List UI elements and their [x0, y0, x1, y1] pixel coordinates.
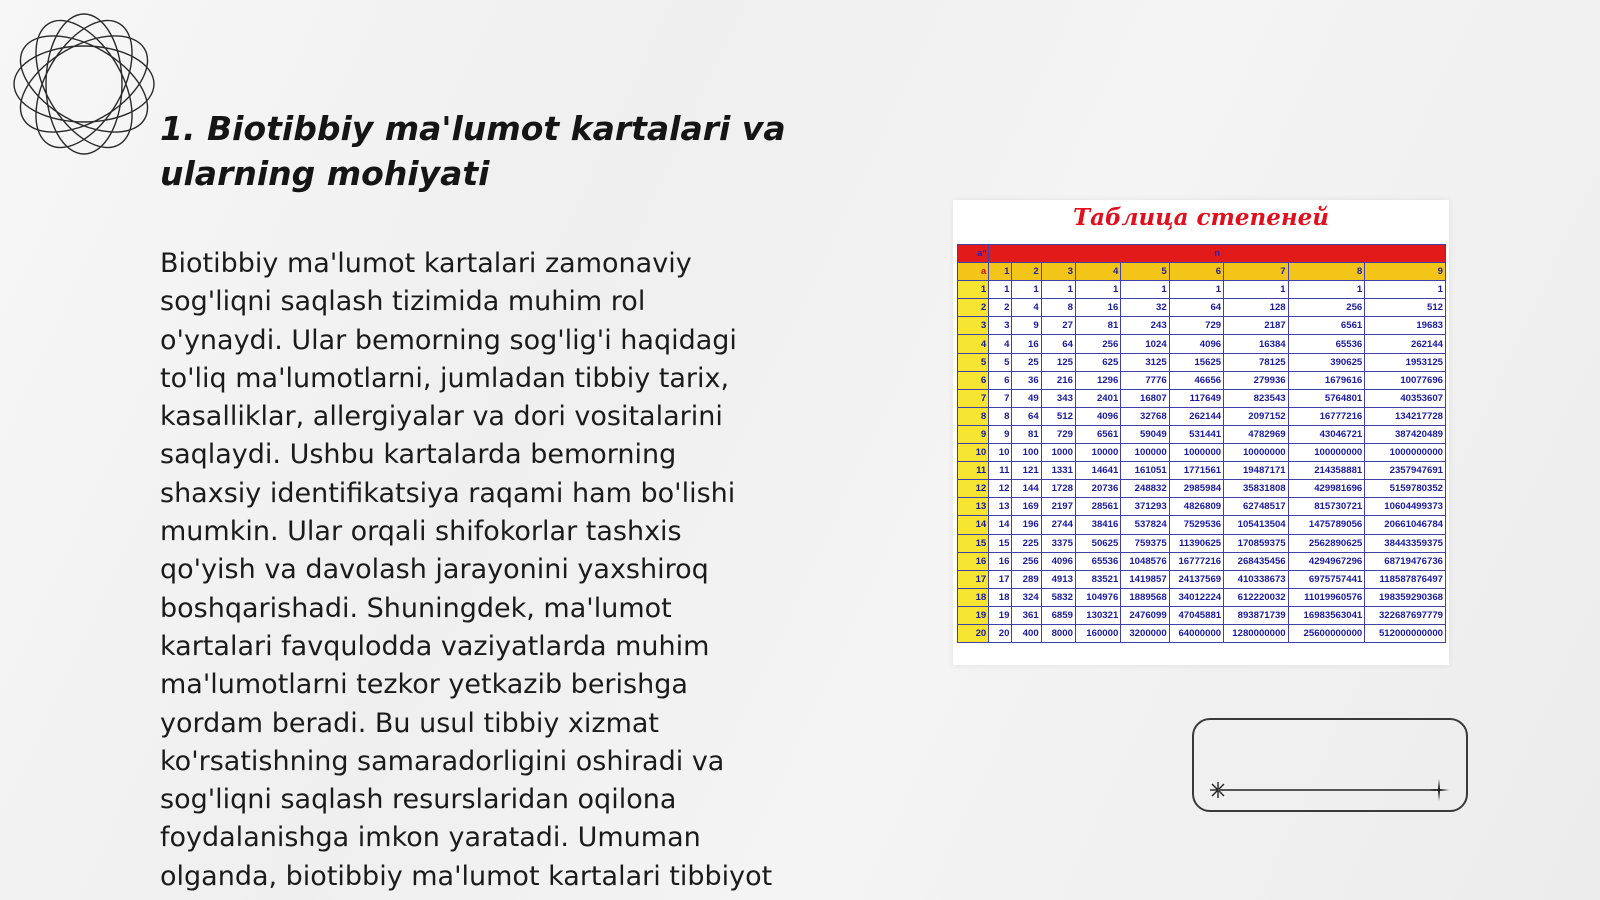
table-cell: 100000 — [1121, 444, 1169, 462]
table-cell: 47045881 — [1169, 606, 1223, 624]
table-cell: 1 — [1041, 281, 1075, 299]
table-row — [958, 534, 1446, 552]
table-cell: 20 — [989, 624, 1012, 642]
table-cell: 16983563041 — [1288, 606, 1365, 624]
table-cell: 9 — [989, 425, 1012, 443]
table-cell: 9 — [1012, 317, 1041, 335]
table-cell: 130321 — [1075, 606, 1120, 624]
table-cell: 429981696 — [1288, 480, 1365, 498]
table-cell: 1 — [1169, 281, 1223, 299]
table-cell: 10000 — [1075, 444, 1120, 462]
table-cell: 46656 — [1169, 371, 1223, 389]
table-cell: 28561 — [1075, 498, 1120, 516]
table-cell: 289 — [1012, 570, 1041, 588]
table-cell: 65536 — [1075, 552, 1120, 570]
header-exponent-6: 6 — [1169, 263, 1223, 281]
table-cell: 1 — [1288, 281, 1365, 299]
table-cell: 32768 — [1121, 407, 1169, 425]
slide-body-text: Biotibbiy ma'lumot kartalari zamonaviy sog'liqni saqlash tizimida muhim rol o'ynaydi. Ular bemorning sog'lig'i haqidagi to'liq ma'lumotlarni, jumladan tibbiy tarix, kasalliklar, allergiyalar va dori vositalarini saqlaydi. Ushbu kartalarda bemorning shaxsiy identifikatsiya raqami ham bo'lishi mumkin. Ular orqali shifokorlar tashxis qo'yish va davolash jarayonini yaxshiroq boshqarishadi. Shuningdek, ma'lumot kartalari favqulodda vaziyatlarda muhim ma'lumotlarni tezkor yetkazib berishga yordam beradi. Bu usul tibbiy xizmat ko'rsatishning samaradorligini oshiradi va sog'liqni saqlash resurslaridan oqilona foydalanishga imkon yaratadi. Umuman olganda, biotibbiy ma'lumot kartalari tibbiyot — [160, 248, 773, 892]
table-cell: 531441 — [1169, 425, 1223, 443]
table-cell: 100 — [1012, 444, 1041, 462]
header-exponent-1: 1 — [989, 263, 1012, 281]
table-cell: 17 — [989, 570, 1012, 588]
table-cell: 7 — [989, 389, 1012, 407]
table-cell: 1953125 — [1365, 353, 1446, 371]
table-cell: 1 — [1075, 281, 1120, 299]
table-cell: 1 — [1224, 281, 1289, 299]
table-row-base: 8 — [958, 407, 989, 425]
table-cell: 16777216 — [1288, 407, 1365, 425]
table-cell: 25600000000 — [1288, 624, 1365, 642]
table-cell: 198359290368 — [1365, 588, 1446, 606]
table-header-row-exponents — [958, 263, 1446, 281]
table-cell: 4913 — [1041, 570, 1075, 588]
table-cell: 1 — [989, 281, 1012, 299]
table-cell: 144 — [1012, 480, 1041, 498]
table-cell: 1419857 — [1121, 570, 1169, 588]
table-row — [958, 552, 1446, 570]
header-exponent-2: 2 — [1012, 263, 1041, 281]
table-cell: 16 — [1012, 335, 1041, 353]
table-cell: 625 — [1075, 353, 1120, 371]
table-cell: 512 — [1365, 299, 1446, 317]
table-cell: 100000000 — [1288, 444, 1365, 462]
table-cell: 10604499373 — [1365, 498, 1446, 516]
table-header-row-red — [958, 245, 1446, 263]
table-cell: 1679616 — [1288, 371, 1365, 389]
table-cell: 262144 — [1365, 335, 1446, 353]
table-cell: 1 — [1012, 281, 1041, 299]
header-exponent-8: 8 — [1288, 263, 1365, 281]
table-cell: 256 — [1012, 552, 1041, 570]
table-cell: 34012224 — [1169, 588, 1223, 606]
table-cell: 169 — [1012, 498, 1041, 516]
table-row-base: 19 — [958, 606, 989, 624]
table-row — [958, 480, 1446, 498]
table-cell: 4096 — [1041, 552, 1075, 570]
decorative-line — [1218, 789, 1436, 791]
table-row — [958, 353, 1446, 371]
table-cell: 1048576 — [1121, 552, 1169, 570]
table-row — [958, 462, 1446, 480]
table-cell: 16 — [989, 552, 1012, 570]
table-cell: 8 — [1041, 299, 1075, 317]
table-cell: 196 — [1012, 516, 1041, 534]
table-cell: 15 — [989, 534, 1012, 552]
table-cell: 324 — [1012, 588, 1041, 606]
table-row — [958, 425, 1446, 443]
table-cell: 1280000000 — [1224, 624, 1289, 642]
table-cell: 81 — [1012, 425, 1041, 443]
table-cell: 5 — [989, 353, 1012, 371]
table-cell: 1296 — [1075, 371, 1120, 389]
table-cell: 8000 — [1041, 624, 1075, 642]
table-cell: 537824 — [1121, 516, 1169, 534]
table-row-base: 12 — [958, 480, 989, 498]
table-cell: 18 — [989, 588, 1012, 606]
table-cell: 322687697779 — [1365, 606, 1446, 624]
table-cell: 11019960576 — [1288, 588, 1365, 606]
header-exponent-label: n — [989, 245, 1446, 263]
table-cell: 25 — [1012, 353, 1041, 371]
table-cell: 35831808 — [1224, 480, 1289, 498]
table-cell: 6975757441 — [1288, 570, 1365, 588]
table-cell: 343 — [1041, 389, 1075, 407]
table-cell: 729 — [1041, 425, 1075, 443]
table-cell: 243 — [1121, 317, 1169, 335]
table-cell: 1771561 — [1169, 462, 1223, 480]
table-row — [958, 281, 1446, 299]
table-cell: 4826809 — [1169, 498, 1223, 516]
table-cell: 256 — [1075, 335, 1120, 353]
table-cell: 2197 — [1041, 498, 1075, 516]
plus-sparkle-icon — [1428, 778, 1450, 802]
table-cell: 78125 — [1224, 353, 1289, 371]
table-cell: 38443359375 — [1365, 534, 1446, 552]
table-cell: 268435456 — [1224, 552, 1289, 570]
table-row-base: 2 — [958, 299, 989, 317]
table-cell: 400 — [1012, 624, 1041, 642]
table-cell: 32 — [1121, 299, 1169, 317]
table-cell: 612220032 — [1224, 588, 1289, 606]
table-cell: 49 — [1012, 389, 1041, 407]
table-cell: 4 — [989, 335, 1012, 353]
table-cell: 1024 — [1121, 335, 1169, 353]
table-cell: 1889568 — [1121, 588, 1169, 606]
table-cell: 117649 — [1169, 389, 1223, 407]
table-cell: 2985984 — [1169, 480, 1223, 498]
table-cell: 3125 — [1121, 353, 1169, 371]
table-cell: 3375 — [1041, 534, 1075, 552]
table-cell: 16777216 — [1169, 552, 1223, 570]
table-cell: 10077696 — [1365, 371, 1446, 389]
table-cell: 118587876497 — [1365, 570, 1446, 588]
table-cell: 1000000 — [1169, 444, 1223, 462]
table-cell: 5159780352 — [1365, 480, 1446, 498]
table-row — [958, 299, 1446, 317]
table-cell: 24137569 — [1169, 570, 1223, 588]
header-exponent-3: 3 — [1041, 263, 1075, 281]
table-cell: 65536 — [1288, 335, 1365, 353]
table-cell: 893871739 — [1224, 606, 1289, 624]
table-cell: 50625 — [1075, 534, 1120, 552]
table-cell: 64000000 — [1169, 624, 1223, 642]
table-row-base: 14 — [958, 516, 989, 534]
table-cell: 759375 — [1121, 534, 1169, 552]
table-cell: 823543 — [1224, 389, 1289, 407]
table-cell: 16384 — [1224, 335, 1289, 353]
table-cell: 225 — [1012, 534, 1041, 552]
table-cell: 2187 — [1224, 317, 1289, 335]
table-cell: 512 — [1041, 407, 1075, 425]
table-row — [958, 335, 1446, 353]
table-row-base: 18 — [958, 588, 989, 606]
table-row-base: 11 — [958, 462, 989, 480]
table-cell: 43046721 — [1288, 425, 1365, 443]
table-cell: 13 — [989, 498, 1012, 516]
table-cell: 19487171 — [1224, 462, 1289, 480]
table-cell: 125 — [1041, 353, 1075, 371]
table-cell: 1331 — [1041, 462, 1075, 480]
table-row-base: 13 — [958, 498, 989, 516]
table-row — [958, 588, 1446, 606]
table-cell: 6 — [989, 371, 1012, 389]
table-cell: 387420489 — [1365, 425, 1446, 443]
table-cell: 2562890625 — [1288, 534, 1365, 552]
table-cell: 6561 — [1075, 425, 1120, 443]
table-cell: 6859 — [1041, 606, 1075, 624]
table-cell: 7776 — [1121, 371, 1169, 389]
header-exponent-4: 4 — [1075, 263, 1120, 281]
table-cell: 7529536 — [1169, 516, 1223, 534]
table-cell: 2097152 — [1224, 407, 1289, 425]
table-cell: 27 — [1041, 317, 1075, 335]
table-cell: 2401 — [1075, 389, 1120, 407]
table-cell: 121 — [1012, 462, 1041, 480]
table-cell: 262144 — [1169, 407, 1223, 425]
table-cell: 19683 — [1365, 317, 1446, 335]
table-cell: 12 — [989, 480, 1012, 498]
table-row — [958, 570, 1446, 588]
table-row — [958, 407, 1446, 425]
table-cell: 371293 — [1121, 498, 1169, 516]
table-cell: 4294967296 — [1288, 552, 1365, 570]
table-row — [958, 498, 1446, 516]
table-cell: 104976 — [1075, 588, 1120, 606]
table-cell: 40353607 — [1365, 389, 1446, 407]
header-base-label: a — [958, 263, 989, 281]
table-cell: 2 — [989, 299, 1012, 317]
table-cell: 5832 — [1041, 588, 1075, 606]
header-exponent-7: 7 — [1224, 263, 1289, 281]
table-row — [958, 317, 1446, 335]
table-cell: 815730721 — [1288, 498, 1365, 516]
table-cell: 2744 — [1041, 516, 1075, 534]
table-cell: 1475789056 — [1288, 516, 1365, 534]
table-row-base: 3 — [958, 317, 989, 335]
table-cell: 4 — [1012, 299, 1041, 317]
table-row-base: 6 — [958, 371, 989, 389]
table-row — [958, 371, 1446, 389]
table-cell: 161051 — [1121, 462, 1169, 480]
table-cell: 2357947691 — [1365, 462, 1446, 480]
table-cell: 160000 — [1075, 624, 1120, 642]
table-row-base: 5 — [958, 353, 989, 371]
table-cell: 4782969 — [1224, 425, 1289, 443]
table-row — [958, 606, 1446, 624]
table-cell: 256 — [1288, 299, 1365, 317]
table-cell: 14 — [989, 516, 1012, 534]
table-row-base: 15 — [958, 534, 989, 552]
table-cell: 20736 — [1075, 480, 1120, 498]
table-cell: 1000 — [1041, 444, 1075, 462]
table-cell: 214358881 — [1288, 462, 1365, 480]
table-row-base: 4 — [958, 335, 989, 353]
decorative-frame — [1192, 718, 1468, 812]
table-cell: 1728 — [1041, 480, 1075, 498]
table-cell: 170859375 — [1224, 534, 1289, 552]
header-exponent-5: 5 — [1121, 263, 1169, 281]
power-table-image — [953, 200, 1449, 665]
table-cell: 81 — [1075, 317, 1120, 335]
header-power-label: aⁿ — [958, 245, 989, 263]
table-row-base: 16 — [958, 552, 989, 570]
table-cell: 10 — [989, 444, 1012, 462]
table-row-base: 17 — [958, 570, 989, 588]
power-table-title: Таблица степеней — [1072, 204, 1330, 231]
table-cell: 105413504 — [1224, 516, 1289, 534]
table-cell: 64 — [1169, 299, 1223, 317]
table-cell: 4096 — [1169, 335, 1223, 353]
table-cell: 64 — [1041, 335, 1075, 353]
table-cell: 6561 — [1288, 317, 1365, 335]
table-cell: 83521 — [1075, 570, 1120, 588]
table-cell: 36 — [1012, 371, 1041, 389]
table-cell: 15625 — [1169, 353, 1223, 371]
table-row — [958, 389, 1446, 407]
table-cell: 11390625 — [1169, 534, 1223, 552]
slide-title: 1. Biotibbiy ma'lumot kartalari va ularning mohiyati — [160, 109, 786, 193]
table-cell: 4096 — [1075, 407, 1120, 425]
table-row-base: 1 — [958, 281, 989, 299]
table-cell: 20661046784 — [1365, 516, 1446, 534]
header-exponent-9: 9 — [1365, 263, 1446, 281]
table-cell: 16807 — [1121, 389, 1169, 407]
table-row — [958, 624, 1446, 642]
table-cell: 361 — [1012, 606, 1041, 624]
table-cell: 248832 — [1121, 480, 1169, 498]
table-cell: 512000000000 — [1365, 624, 1446, 642]
table-cell: 19 — [989, 606, 1012, 624]
table-cell: 134217728 — [1365, 407, 1446, 425]
table-cell: 64 — [1012, 407, 1041, 425]
table-cell: 38416 — [1075, 516, 1120, 534]
table-cell: 1 — [1121, 281, 1169, 299]
table-cell: 3200000 — [1121, 624, 1169, 642]
table-cell: 8 — [989, 407, 1012, 425]
table-row-base: 20 — [958, 624, 989, 642]
table-cell: 279936 — [1224, 371, 1289, 389]
table-row-base: 10 — [958, 444, 989, 462]
table-cell: 68719476736 — [1365, 552, 1446, 570]
table-row — [958, 444, 1446, 462]
table-cell: 16 — [1075, 299, 1120, 317]
table-cell: 1 — [1365, 281, 1446, 299]
table-row-base: 9 — [958, 425, 989, 443]
table-cell: 216 — [1041, 371, 1075, 389]
table-cell: 3 — [989, 317, 1012, 335]
table-cell: 14641 — [1075, 462, 1120, 480]
table-cell: 1000000000 — [1365, 444, 1446, 462]
table-cell: 62748517 — [1224, 498, 1289, 516]
power-table — [957, 244, 1446, 643]
table-cell: 10000000 — [1224, 444, 1289, 462]
table-cell: 729 — [1169, 317, 1223, 335]
table-cell: 59049 — [1121, 425, 1169, 443]
table-cell: 390625 — [1288, 353, 1365, 371]
table-cell: 11 — [989, 462, 1012, 480]
table-row — [958, 516, 1446, 534]
table-cell: 2476099 — [1121, 606, 1169, 624]
table-cell: 410338673 — [1224, 570, 1289, 588]
geometric-circle-logo-icon — [10, 10, 158, 158]
table-row-base: 7 — [958, 389, 989, 407]
table-cell: 128 — [1224, 299, 1289, 317]
table-cell: 5764801 — [1288, 389, 1365, 407]
